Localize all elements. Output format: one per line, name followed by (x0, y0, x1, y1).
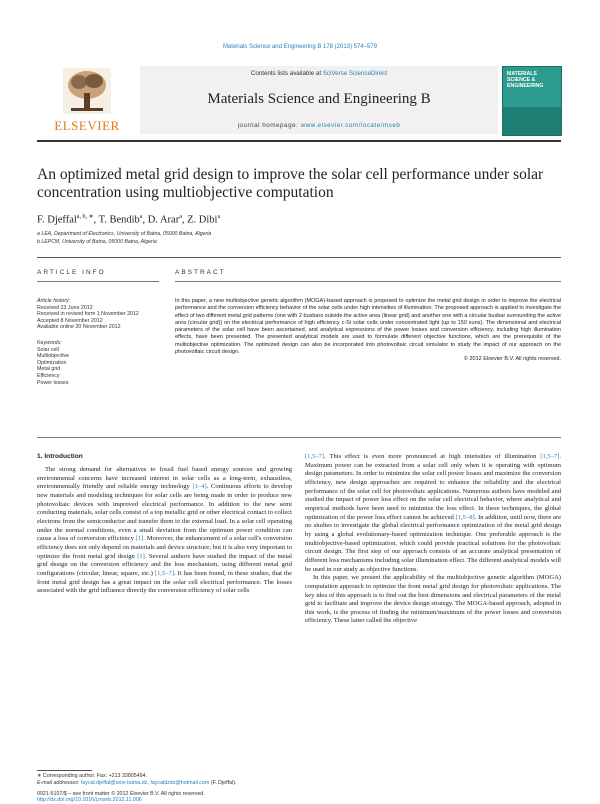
citation-link[interactable]: [1,5–8] (455, 513, 475, 521)
email-link[interactable]: faycaldzdz@hotmail.com (150, 779, 210, 786)
article-info-rule (37, 281, 159, 282)
citation-link[interactable]: [1,5–7] (540, 453, 560, 460)
author-affiliation-marks[interactable]: a (139, 214, 143, 220)
keyword: Multiobjective (37, 353, 70, 360)
history-online: Available online 20 November 2012 (37, 324, 121, 331)
abstract-body (175, 298, 561, 363)
history-label: Article history: (37, 298, 71, 304)
doi-link[interactable]: http://dx.doi.org/10.1016/j.mseb.2012.11.006 (37, 797, 142, 804)
article-info-heading: ARTICLE INFO (37, 269, 106, 276)
body-rule (37, 437, 561, 438)
author-name[interactable]: Z. Dibi (187, 214, 218, 226)
issn-line: 0921-5107/$ – see front matter © 2012 Elsevier B.V. All rights reserved. (37, 790, 205, 797)
abstract-heading: ABSTRACT (175, 269, 226, 276)
elsevier-logo (37, 66, 137, 134)
section-rule (37, 257, 561, 258)
contents-line (140, 70, 498, 77)
article-info (37, 298, 157, 386)
body-text: The strong demand for alternatives to fossil fuel based energy sources and growing environmental concerns have increased interest in solar cells as a long-term, exhaustless, environmentally friendly and reliable energy technology (37, 466, 292, 491)
history-accepted: Accepted 8 November 2012 (37, 317, 103, 324)
keyword: Metal grid (37, 366, 61, 373)
body-text: . In addition, until now, there are no studies to investigate the global electrical performance optimization of the metal grid design by using a global evolutionary-based optimization technique. One preferable approach is the multiobjective-based optimization, which could provide practical solutions for the photovoltaic circuit design. The first step of our approach consists of an accurate analytical presentation of different loss mechanisms including solar illumination effect. The different analytical models will be used in our study as objective functions. (305, 513, 561, 573)
email-line: E-mail addresses: faycal.djeffal@univ-batna.dz, faycaldzdz@hotmail.com (F. Djeffal). (37, 779, 237, 786)
citation-link[interactable]: [1,5–7] (154, 569, 175, 577)
author-list: F. Djeffal$^{a, b, ∗}$, T. Bendib$^a$, D. Arar$^a$, Z. Dibi$^a$ (37, 214, 221, 226)
abstract-text: In this paper, a new multiobjective genetic algorithm (MOGA)-based approach is proposed to optimize the metal grid design in order to improve the electrical performance and the conversion efficiency behavior of the solar cells under high intensities of illumination. The proposed approach is applied to investigate the effect of two different metal grid patterns (one with 2 busbars outside the active area (linear grid) and another one with a circular busbar surrounding the active area (circular grid)) on the electrical performance of high efficiency c-Si solar cells under concentrated light (up to 150 suns). The dimensional and electrical parameters of the solar cell have been ascertained, and analytical expressions of the power losses and conversion efficiency, including high illumination effects, have been presented. The presented analytical models are used to formulate different objective functions, which are the prerequisite of the multiobjective optimization. The optimized design can also be incorporated into photovoltaic circuit simulator to study the impact of our approach on the photovoltaic circuit design. (175, 298, 561, 355)
footnote-rule (37, 770, 92, 771)
keyword: Power losses (37, 379, 69, 386)
history-revised: Received in revised form 1 November 2012 (37, 311, 139, 318)
sciencedirect-link[interactable]: SciVerse ScienceDirect (322, 70, 388, 77)
body-text: . It has been found, in these studies, that the front metal grid design has a great impact on the solar cell electrical performance. The losses associated with the grid influence directly the conversion efficiency of solar cells (37, 569, 293, 595)
journal-cover-thumbnail[interactable] (502, 66, 562, 136)
body-column-right (305, 453, 561, 626)
cover-band (503, 107, 561, 135)
affiliation: a LEA, Department of Electronics, University of Batna, 05000 Batna, Algeria (37, 231, 212, 237)
journal-title: Materials Science and Engineering B (207, 91, 431, 107)
paper-title: An optimized metal grid design to improve the solar cell performance under solar concentration using multiobjective computation (37, 166, 544, 201)
email-label: E-mail addresses: (37, 779, 81, 786)
citation-link[interactable]: [1–4] (192, 483, 207, 491)
abstract-rule (175, 281, 561, 282)
email-link[interactable]: faycal.djeffal@univ-batna.dz (80, 779, 148, 786)
cover-title: MATERIALS SCIENCE & ENGINEERING (507, 71, 544, 89)
homepage-link[interactable]: www.elsevier.com/locate/mseb (300, 122, 401, 129)
journal-header (37, 66, 561, 138)
history-received: Received 23 June 2012 (37, 304, 93, 311)
body-text: . This effect is even more pronounced at high intensities of illumination (324, 453, 541, 460)
homepage-label: journal homepage: (237, 122, 301, 129)
keyword: Optimization (37, 359, 67, 366)
tree-icon (63, 68, 111, 114)
author-name[interactable]: T. Bendib (98, 214, 140, 226)
author-affiliation-marks[interactable]: a (217, 214, 221, 220)
header-rule (37, 140, 561, 142)
body-text: . Moreover, the enhancement of a solar cell's conversion efficiency does not only depend on materials and device structure; but it is also very important to optimize the front metal grid design (37, 535, 292, 560)
email-suffix: (F. Djeffal). (209, 779, 237, 786)
copyright-line: © 2012 Elsevier B.V. All rights reserved. (463, 356, 561, 362)
body-text: . Continuous efforts to develop new materials and modeling techniques for solar cells are being made in order to produce new photovoltaic devices with improved electrical performance. In addition to the new semi conducting materials, solar cells consist of a top metallic grid or other electrical contact to collect electrons from the semiconductor and transfer them to the external load. In a solar cell operating under the normal conditions, even a small deviation from the optimum power condition can cause a loss of conversion efficiency (37, 483, 292, 543)
footnote (37, 773, 292, 804)
body-text: . Several authors have studied the impact of the metal grid design on the conversion efficiency and the loss mechanism, using different metal grid configurations (circular, linear, square, etc.) (37, 552, 292, 577)
corresponding-author-note: ∗ Corresponding author. Fax: +213 33805494. (37, 773, 148, 779)
affiliation: b LEPCM, University of Batna, 05000 Batna, Algeria (37, 239, 157, 245)
intro-paragraph (37, 466, 292, 596)
intro-paragraph: In this paper, we present the applicability of the multiobjective genetic algorithm (MOGA) computation approach to optimize the front metal grid design for photovoltaic applications. The key idea of this approach is to find out the best dimensions and electrical parameters of the metal grid to facilitate and improve the device design strategy. The MOGA-based approach, adopted in this work, is the process of finding the minimum/maximum of the power losses and conversion efficiency. These latter called the objective (305, 574, 561, 625)
info-spacer (37, 331, 157, 340)
introduction-heading: 1. Introduction (37, 453, 83, 460)
journal-banner (140, 66, 498, 134)
keyword: Solar cell (37, 346, 59, 353)
intro-paragraph (305, 453, 561, 574)
author-name[interactable]: D. Arar (147, 214, 180, 226)
journal-reference[interactable]: Materials Science and Engineering B 178 (2013) 574–579 (222, 44, 378, 50)
author-affiliation-marks[interactable]: a (179, 214, 182, 220)
author-name[interactable]: F. Djeffal (37, 214, 77, 226)
elsevier-wordmark: ELSEVIER (54, 118, 120, 133)
author-affiliation-marks[interactable]: a, b, ∗ (76, 214, 94, 220)
body-text: . Maximum power can be extracted from a solar cell only when it is operating with optimum design parameters. In order to minimize the solar cell power losses and maximize the conversion efficiency, new design approaches are required to enhance the reliability and the electrical performance of the solar cell for photovoltaic applications. Numerous authors have modeled and studied the impact of power loss effect on the solar cell electrical behavior, where analytical and empirical methods have been used to minimize the loss effect. In these techniques, the global optimization of the power loss effect cannot be achieved (305, 453, 561, 521)
journal-homepage (140, 122, 498, 129)
citation-link[interactable]: [1] (135, 535, 144, 543)
citation-link[interactable]: [1,5–7] (305, 453, 325, 460)
keyword: Efficiency (37, 372, 60, 379)
citation-link[interactable]: [1] (137, 552, 145, 560)
keywords-label: Keywords: (37, 339, 62, 346)
contents-prefix: Contents lists available at (250, 70, 323, 77)
body-column-left (37, 466, 292, 596)
